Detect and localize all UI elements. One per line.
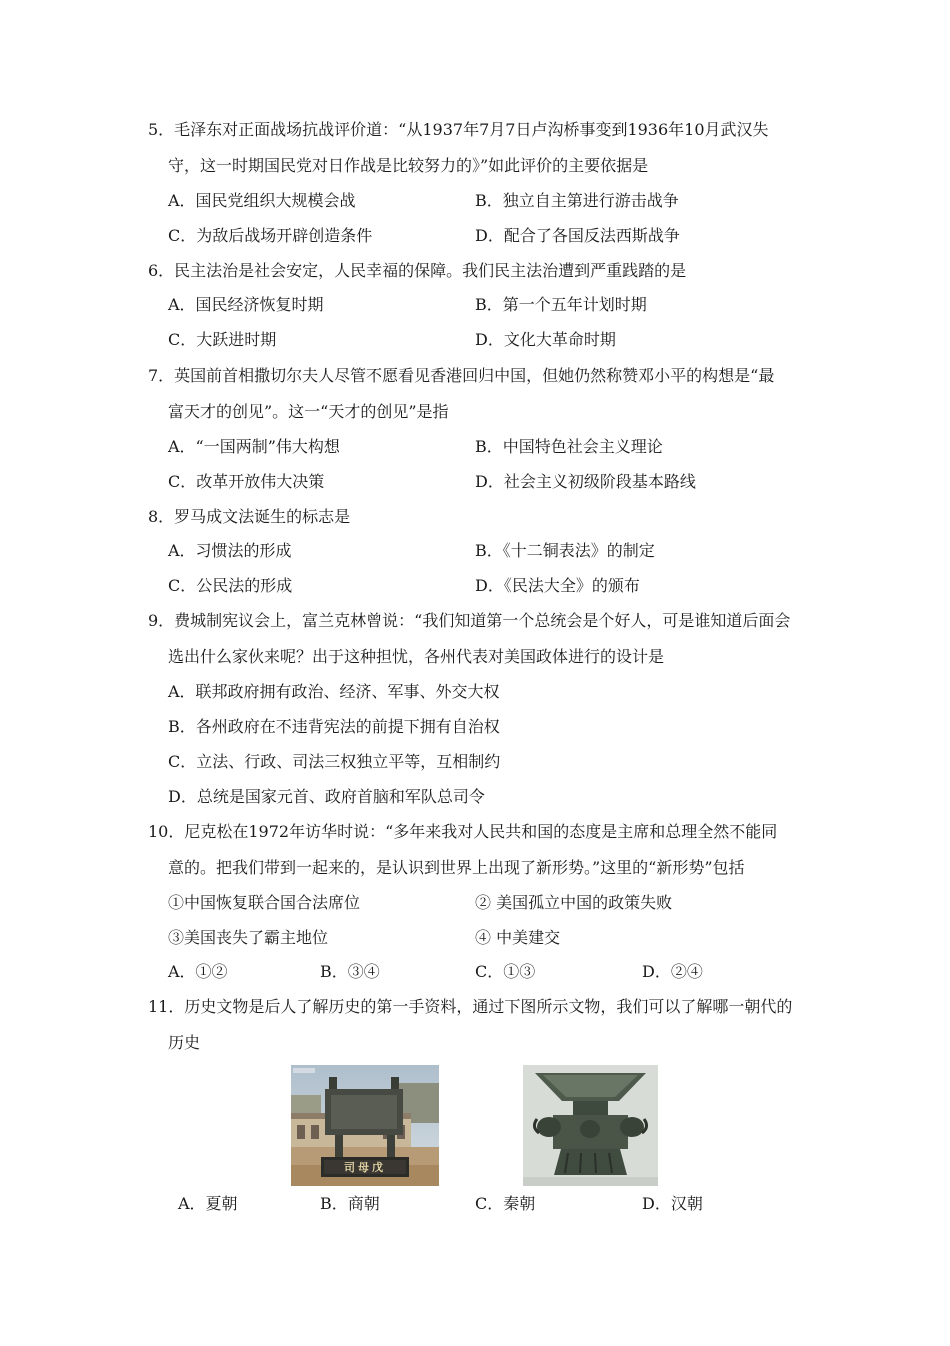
q10-item-3: ③美国丧失了霸主地位 xyxy=(168,928,329,947)
simuwu-ding-photo xyxy=(291,1065,439,1186)
q8-option-b: B．《十二铜表法》的制定 xyxy=(475,541,655,560)
q11-option-b: B．商朝 xyxy=(320,1194,380,1213)
q10-option-c: C．①③ xyxy=(475,962,536,981)
q5-stem-line1: 5．毛泽东对正面战场抗战评价道：“从1937年7月7日卢沟桥事变到1936年10月武汉失 xyxy=(148,120,769,139)
q8-option-c: C．公民法的形成 xyxy=(168,576,293,595)
q8-option-a: A．习惯法的形成 xyxy=(168,541,292,560)
q9-stem-line1: 9．费城制宪议会上，富兰克林曾说：“我们知道第一个总统会是个好人，可是谁知道后面会 xyxy=(148,611,791,630)
q10-option-b: B．③④ xyxy=(320,962,380,981)
q6-option-a: A．国民经济恢复时期 xyxy=(168,295,324,314)
q6-option-b: B．第一个五年计划时期 xyxy=(475,295,647,314)
q8-option-d: D．《民法大全》的颁布 xyxy=(475,576,640,595)
q10-option-d: D．②④ xyxy=(642,962,703,981)
q10-item-1: ①中国恢复联合国合法席位 xyxy=(168,893,361,912)
q6-option-c: C．大跃进时期 xyxy=(168,330,277,349)
q7-option-b: B．中国特色社会主义理论 xyxy=(475,437,663,456)
q7-option-c: C．改革开放伟大决策 xyxy=(168,472,325,491)
q11-option-c: C．秦朝 xyxy=(475,1194,536,1213)
q7-option-a: A．“一国两制”伟大构想 xyxy=(168,437,340,456)
q9-option-a: A．联邦政府拥有政治、经济、军事、外交大权 xyxy=(168,682,500,701)
q5-stem-line2: 守，这一时期国民党对日作战是比较努力的》”如此评价的主要依据是 xyxy=(168,156,649,175)
q5-option-b: B．独立自主第进行游击战争 xyxy=(475,191,679,210)
q10-stem-line2: 意的。把我们带到一起来的，是认识到世界上出现了新形势。”这里的“新形势”包括 xyxy=(168,858,745,877)
q9-option-b: B．各州政府在不违背宪法的前提下拥有自治权 xyxy=(168,717,500,736)
q10-item-2: ② 美国孤立中国的政策失败 xyxy=(475,893,673,912)
q11-stem-line1: 11．历史文物是后人了解历史的第一手资料，通过下图所示文物，我们可以了解哪一朝代的 xyxy=(148,997,793,1016)
q5-option-c: C．为敌后战场开辟创造条件 xyxy=(168,226,373,245)
q9-option-c: C．立法、行政、司法三权独立平等，互相制约 xyxy=(168,752,501,771)
q6-stem-line1: 6．民主法治是社会安定，人民幸福的保障。我们民主法治遭到严重践踏的是 xyxy=(148,261,687,280)
q5-option-a: A．国民党组织大规模会战 xyxy=(168,191,356,210)
q11-option-d: D．汉朝 xyxy=(642,1194,703,1213)
q8-stem-line1: 8．罗马成文法诞生的标志是 xyxy=(148,507,351,526)
q6-option-d: D．文化大革命时期 xyxy=(475,330,616,349)
q10-stem-line1: 10．尼克松在1972年访华时说：“多年来我对人民共和国的态度是主席和总理全然不能同 xyxy=(148,822,778,841)
q5-option-d: D．配合了各国反法西斯战争 xyxy=(475,226,680,245)
plinth-inscription: 司母戊 xyxy=(344,1161,386,1174)
q7-option-d: D．社会主义初级阶段基本路线 xyxy=(475,472,696,491)
q7-stem-line1: 7．英国前首相撒切尔夫人尽管不愿看见香港回归中国，但她仍然称赞邓小平的构想是“最 xyxy=(148,366,775,385)
q10-item-4: ④ 中美建交 xyxy=(475,928,561,947)
q11-stem-line2: 历史 xyxy=(168,1033,201,1052)
q9-stem-line2: 选出什么家伙来呢？出于这种担忧，各州代表对美国政体进行的设计是 xyxy=(168,647,665,666)
bronze-vessel-photo xyxy=(523,1065,658,1186)
q10-option-a: A．①② xyxy=(168,962,228,981)
q9-option-d: D．总统是国家元首、政府首脑和军队总司令 xyxy=(168,787,485,806)
q7-stem-line2: 富天才的创见”。这一“天才的创见”是指 xyxy=(168,402,449,421)
q11-option-a: A．夏朝 xyxy=(178,1194,238,1213)
